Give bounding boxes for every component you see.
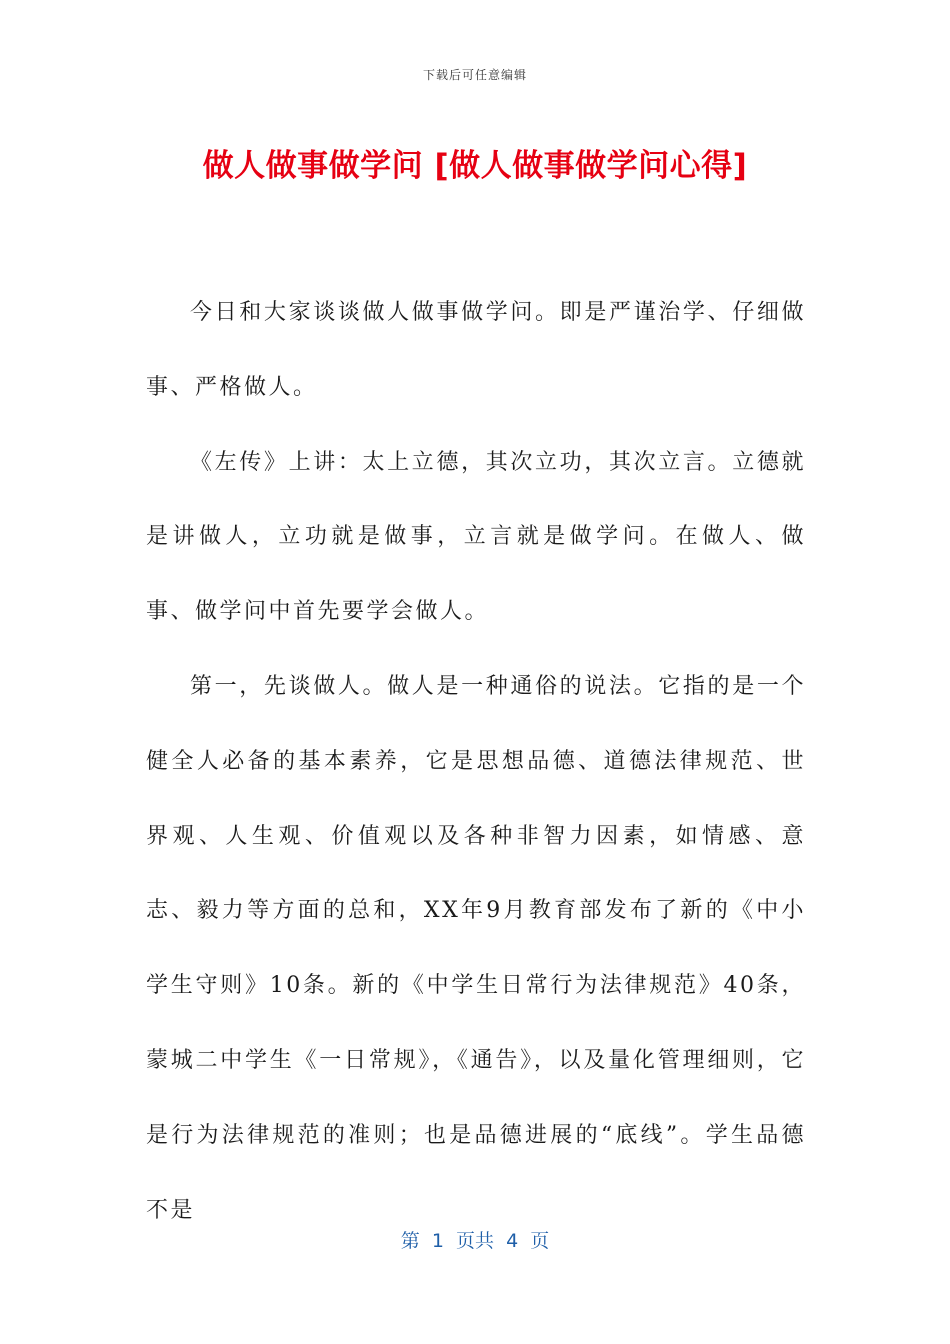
paragraph-2: 《左传》上讲：太上立德，其次立功，其次立言。立德就是讲做人，立功就是做事，立言就是做学问。在做人、做事、做学问中首先要学会做人。 [146,449,806,625]
document-body [146,276,806,1248]
header-note: 下载后可任意编辑 [422,68,527,82]
paragraph-1: 今日和大家谈谈做人做事做学问。即是严谨治学、仔细做事、严格做人。 [146,300,806,400]
paragraph-3: 第一，先谈做人。做人是一种通俗的说法。它指的是一个健全人必备的基本素养，它是思想品德、道德法律规范、世界观、人生观、价值观以及各种非智力因素，如情感、意志、毅力等方面的总和，XX年9月教育部发布了新的《中小学生守则》10条。新的《中学生日常行为法律规范》40条，蒙城二中学生《一日常规》，《通告》，以及量化管理细则，它是行为法律规范的准则；也是品德进展的“底线”。学生品德不是 [146,673,806,1223]
page-footer: 第 1 页共 4 页 [400,1230,550,1252]
document-title: 做人做事做学问 [做人做事做学问心得] [202,148,748,184]
